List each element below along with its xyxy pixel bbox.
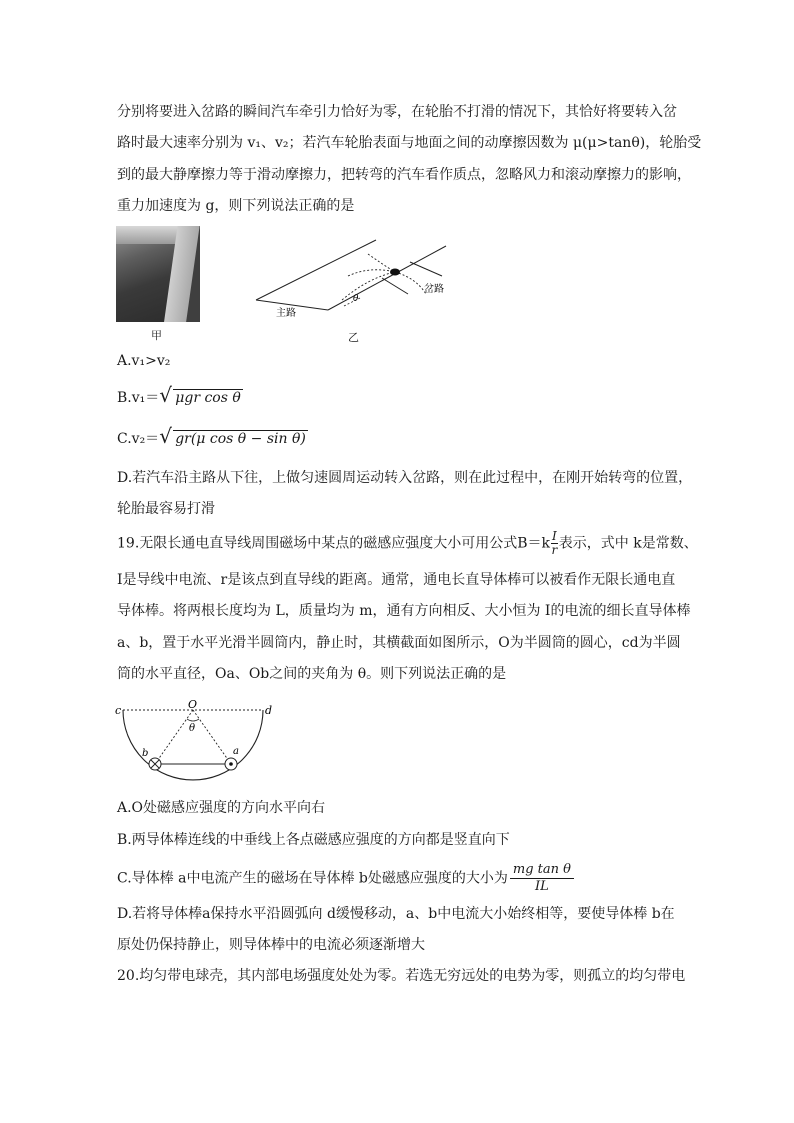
main-road-label: 主路 [276,308,296,319]
main-road-left-edge [256,240,376,300]
theta-arc [187,719,199,721]
theta-label-fig18: θ [353,294,359,304]
q18-text-line-2: 路时最大速率分别为 v₁、v₂；若汽车轮胎表面与地面之间的动摩擦因数为 μ(μ>tanθ)，轮胎受 [117,135,702,151]
q18-option-b-prefix: B.v₁＝ [117,390,160,406]
q19-text-line-3: 导体棒。将两根长度均为 L，质量均为 m，通有方向相反、大小恒为 I的电流的细长直导体棒 [117,603,691,619]
option-b-expression: μgr cos θ [175,390,241,406]
road-photo [116,226,200,322]
q19-text-line-2: I是导线中电流、r是该点到直导线的距离。通常，通电长直导体棒可以被看作无限长通电直 [117,572,676,588]
q19-text-line-4: a、b，置于水平光滑半圆筒内，静止时，其横截面如图所示，O为半圆筒的圆心，cd为半圆 [117,635,681,651]
label-d: d [265,704,273,717]
label-theta: θ [189,723,196,734]
semicircle-arc [123,710,263,780]
fraction-numerator: mg tan θ [510,862,574,879]
semicircle-diagram [113,700,273,785]
q18-text-line-3: 到的最大静摩擦力等于滑动摩擦力，把转弯的汽车看作质点，忽略风力和滚动摩擦力的影响， [117,167,691,183]
q19-option-b: B.两导体棒连线的中垂线上各点磁感应强度的方向都是竖直向下 [117,832,510,848]
q18-option-b [117,383,243,408]
q19-option-d-line-1: D.若将导体棒a保持水平沿圆弧向 d缓慢移动，a、b中电流大小始终相等，要使导体棒 b在 [117,906,675,922]
option-c-expression: gr(μ cos θ − sin θ) [175,431,306,447]
branch-road-edge-2 [410,262,442,276]
q19-option-a: A.O处磁感应强度的方向水平向右 [117,800,326,816]
branch-road-label: 岔路 [424,284,444,295]
q19-option-c-pre: C.导体棒 a中电流产生的磁场在导体棒 b处磁感应强度的大小为 [117,870,508,887]
q19-option-c [117,862,576,895]
sqrt-expression-b: √ μgr cos θ [159,383,241,407]
q18-option-c-prefix: C.v₂＝ [117,431,160,447]
straight-path [368,254,395,272]
figure-caption-jia: 甲 [151,329,162,342]
figure-caption-yi: 乙 [348,331,359,344]
q20-text-line-1: 20.均匀带电球壳，其内部电场强度处处为零。若选无穷远处的电势为零，则孤立的均匀带电 [117,968,686,984]
q18-option-c [117,424,308,449]
q18-text-line-1: 分别将要进入岔路的瞬间汽车牵引力恰好为零，在轮胎不打滑的情况下，其恰好将要转入岔 [117,104,677,120]
label-a: a [233,746,239,757]
turn-path [342,272,395,300]
circle-path [348,270,426,294]
line-ob [155,710,196,764]
branch-road-edge-1 [382,278,408,294]
fraction-denominator: IL [535,879,549,894]
q19-text-line-5: 筒的水平直径，Oa、Ob之间的夹角为 θ。则下列说法正确的是 [117,666,507,682]
fraction-numerator-i: I [552,529,557,543]
fraction-denominator-r: r [551,543,558,557]
q19-option-c-fraction [510,862,574,895]
road-diagram [250,232,460,322]
q18-text-line-4: 重力加速度为 g，则下列说法正确的是 [117,198,355,214]
label-b: b [142,748,149,759]
q19-line1-pre: 19.无限长通电直导线周围磁场中某点的磁感应强度大小可用公式B＝k [117,535,551,552]
line-oa [193,710,231,764]
q19-line1-post: 表示，式中 k是常数、 [558,535,698,552]
b-formula-fraction [551,530,558,557]
label-o: O [188,700,198,711]
q18-option-d-line-1: D.若汽车沿主路从下往，上做匀速圆周运动转入岔路，则在此过程中，在刚开始转弯的位置， [117,470,693,486]
q18-option-d-line-2: 轮胎最容易打滑 [117,501,215,517]
q18-option-a: A.v₁>v₂ [117,353,171,369]
q19-option-d-line-2: 原处仍保持静止，则导体棒中的电流必须逐渐增大 [117,937,425,953]
car-dot [390,269,400,276]
q19-text-line-1 [117,530,698,557]
label-c: c [115,704,122,717]
rod-a-dot [229,762,233,766]
sqrt-expression-c: √ gr(μ cos θ − sin θ) [159,424,306,448]
